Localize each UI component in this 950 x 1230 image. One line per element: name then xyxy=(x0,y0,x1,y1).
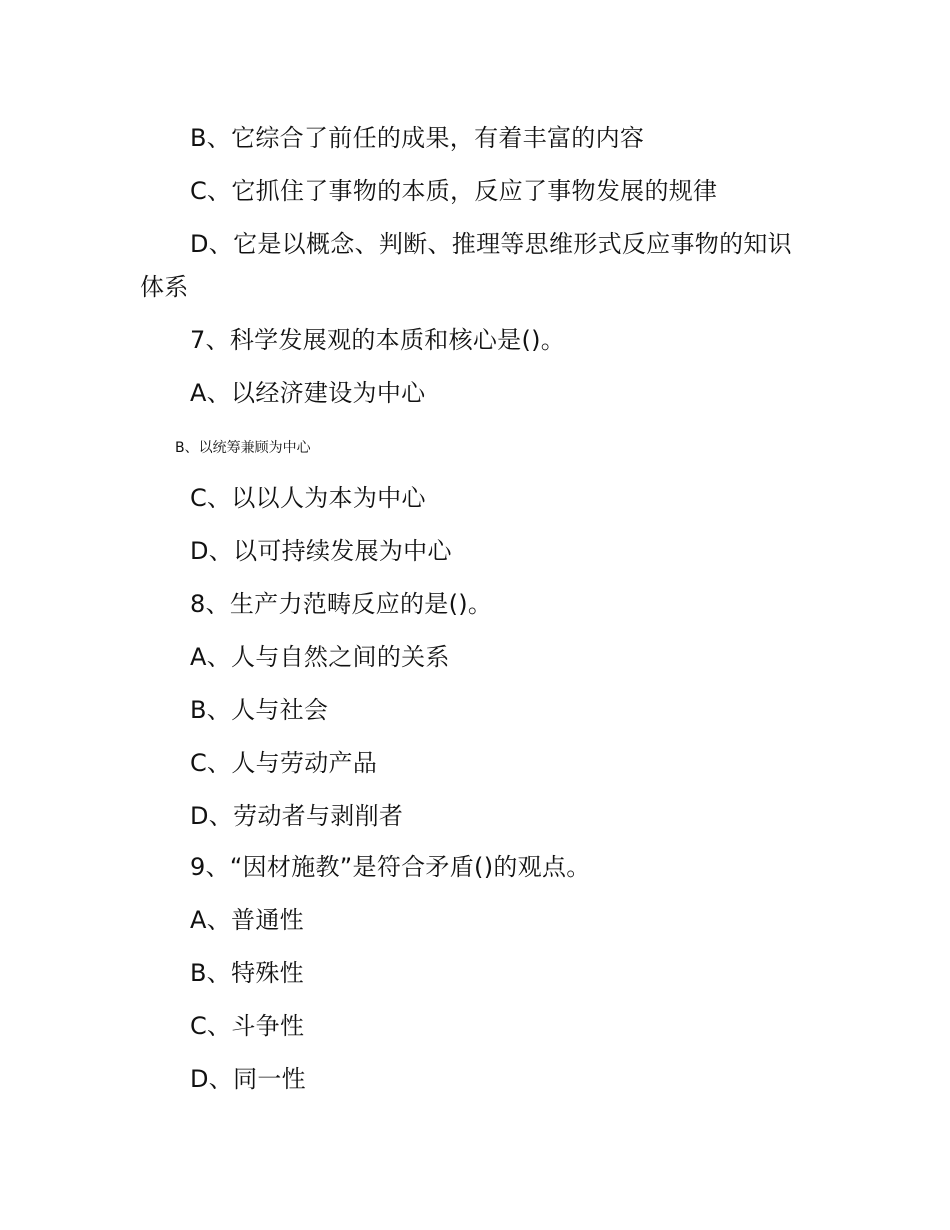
question-8: 8、生产力范畴反应的是()。 xyxy=(190,590,493,618)
option-6d-continuation: 体系 xyxy=(140,273,189,301)
option-8c: C、人与劳动产品 xyxy=(190,749,378,777)
option-8b: B、人与社会 xyxy=(190,696,329,724)
option-9c: C、斗争性 xyxy=(190,1012,305,1040)
question-7: 7、科学发展观的本质和核心是()。 xyxy=(190,326,566,354)
option-9b: B、特殊性 xyxy=(190,959,304,987)
option-6d: D、它是以概念、判断、推理等思维形式反应事物的知识 xyxy=(190,230,792,258)
option-8d: D、劳动者与剥削者 xyxy=(190,802,404,830)
option-6b: B、它综合了前任的成果，有着丰富的内容 xyxy=(190,124,645,152)
question-9: 9、“因材施教”是符合矛盾()的观点。 xyxy=(190,853,591,881)
option-9a: A、普通性 xyxy=(190,906,304,934)
option-7c: C、以以人为本为中心 xyxy=(190,484,426,512)
option-7b: B、以统筹兼顾为中心 xyxy=(175,440,311,456)
option-6c: C、它抓住了事物的本质，反应了事物发展的规律 xyxy=(190,177,718,205)
option-9d: D、同一性 xyxy=(190,1065,306,1093)
option-7a: A、以经济建设为中心 xyxy=(190,379,426,407)
option-7d: D、以可持续发展为中心 xyxy=(190,537,452,565)
option-8a: A、人与自然之间的关系 xyxy=(190,643,450,671)
